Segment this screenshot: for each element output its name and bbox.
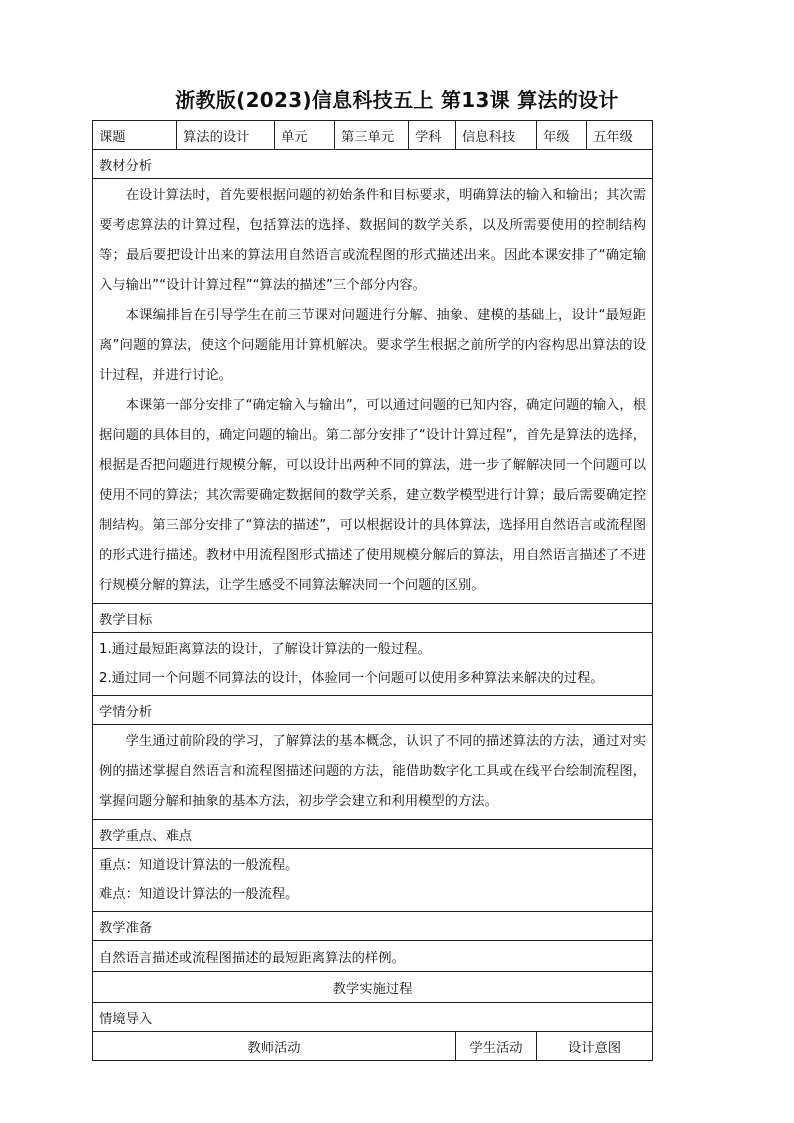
- student-analysis-heading: 学情分析: [93, 696, 653, 725]
- student-analysis-body: [93, 725, 653, 820]
- subject-label: 学科: [409, 121, 456, 150]
- key-points-body: [93, 849, 653, 912]
- analysis-paragraph: 在设计算法时，首先要根据问题的初始条件和目标要求，明确算法的输入和输出；其次需要考虑算法的计算过程，包括算法的选择、数据间的数学关系，以及所需要使用的控制结构等；最后要把设计出来的算法用自然语言或流程图的形式描述出来。因此本课安排了“确定输入与输出”“设计计算过程”“算法的描述”三个部分内容。: [99, 188, 646, 293]
- document-title: 浙教版(2023)信息科技五上 第13课 算法的设计: [175, 88, 619, 112]
- section-heading-row: [93, 820, 653, 849]
- student-analysis-paragraph: 学生通过前阶段的学习，了解算法的基本概念，认识了不同的描述算法的方法，通过对实例的描述掌握自然语言和流程图描述问题的方法，能借助数字化工具或在线平台绘制流程图，掌握问题分解和抽象的基本方法，初步学会建立和利用模型的方法。: [99, 734, 646, 809]
- section-heading-row: [93, 912, 653, 941]
- section-body-row: [93, 633, 653, 696]
- section-heading-row: [93, 604, 653, 633]
- stage-label: 情境导入: [93, 1003, 653, 1032]
- key-points-heading: 教学重点、难点: [93, 820, 653, 849]
- info-row: [93, 121, 653, 150]
- analysis-paragraph: 本课第一部分安排了“确定输入与输出”，可以通过问题的已知内容，确定问题的输入，根据问题的具体目的，确定问题的输出。第二部分安排了“设计计算过程”，首先是算法的选择，根据是否把问题进行规模分解，可以设计出两种不同的算法，进一步了解解决同一个问题可以使用不同的算法；其次需要确定数据间的数学关系，建立数学模型进行计算；最后需要确定控制结构。第三部分安排了“算法的描述”，可以根据设计的具体算法，选择用自然语言或流程图的形式进行描述。教材中用流程图形式描述了使用规模分解后的算法，用自然语言描述了不进行规模分解的算法，让学生感受不同算法解决同一个问题的区别。: [99, 398, 646, 593]
- grade-label: 年级: [537, 121, 587, 150]
- topic-value: 算法的设计: [177, 121, 275, 150]
- process-heading: 教学实施过程: [93, 972, 653, 1003]
- activity-columns-row: [93, 1032, 653, 1061]
- stage-row: [93, 1003, 653, 1032]
- goal-item: 2.通过同一个问题不同算法的设计，体验同一个问题可以使用多种算法来解决的过程。: [99, 671, 604, 686]
- teaching-goals-body: [93, 633, 653, 696]
- preparation-heading: 教学准备: [93, 912, 653, 941]
- grade-value: 五年级: [587, 121, 653, 150]
- student-activity-header: 学生活动: [456, 1032, 537, 1061]
- section-heading-row: [93, 150, 653, 179]
- lesson-plan-table: [92, 120, 653, 1061]
- unit-value: 第三单元: [335, 121, 409, 150]
- process-heading-row: [93, 972, 653, 1003]
- preparation-content: 自然语言描述或流程图描述的最短距离算法的样例。: [93, 941, 653, 972]
- section-body-row: [93, 179, 653, 604]
- teacher-activity-header: 教师活动: [93, 1032, 456, 1061]
- unit-label: 单元: [275, 121, 335, 150]
- teaching-goals-heading: 教学目标: [93, 604, 653, 633]
- subject-value: 信息科技: [456, 121, 537, 150]
- difficulty-point: 难点：知道设计算法的一般流程。: [99, 887, 299, 902]
- section-body-row: [93, 941, 653, 972]
- section-body-row: [93, 725, 653, 820]
- section-body-row: [93, 849, 653, 912]
- topic-label: 课题: [93, 121, 177, 150]
- design-intent-header: 设计意图: [537, 1032, 653, 1061]
- analysis-paragraph: 本课编排旨在引导学生在前三节课对问题进行分解、抽象、建模的基础上，设计“最短距离”问题的算法，使这个问题能用计算机解决。要求学生根据之前所学的内容构思出算法的设计过程，并进行讨论。: [99, 308, 646, 383]
- section-heading-row: [93, 696, 653, 725]
- goal-item: 1.通过最短距离算法的设计，了解设计算法的一般过程。: [99, 642, 431, 657]
- key-point: 重点：知道设计算法的一般流程。: [99, 858, 299, 873]
- textbook-analysis-heading: 教材分析: [93, 150, 653, 179]
- textbook-analysis-body: [93, 179, 653, 604]
